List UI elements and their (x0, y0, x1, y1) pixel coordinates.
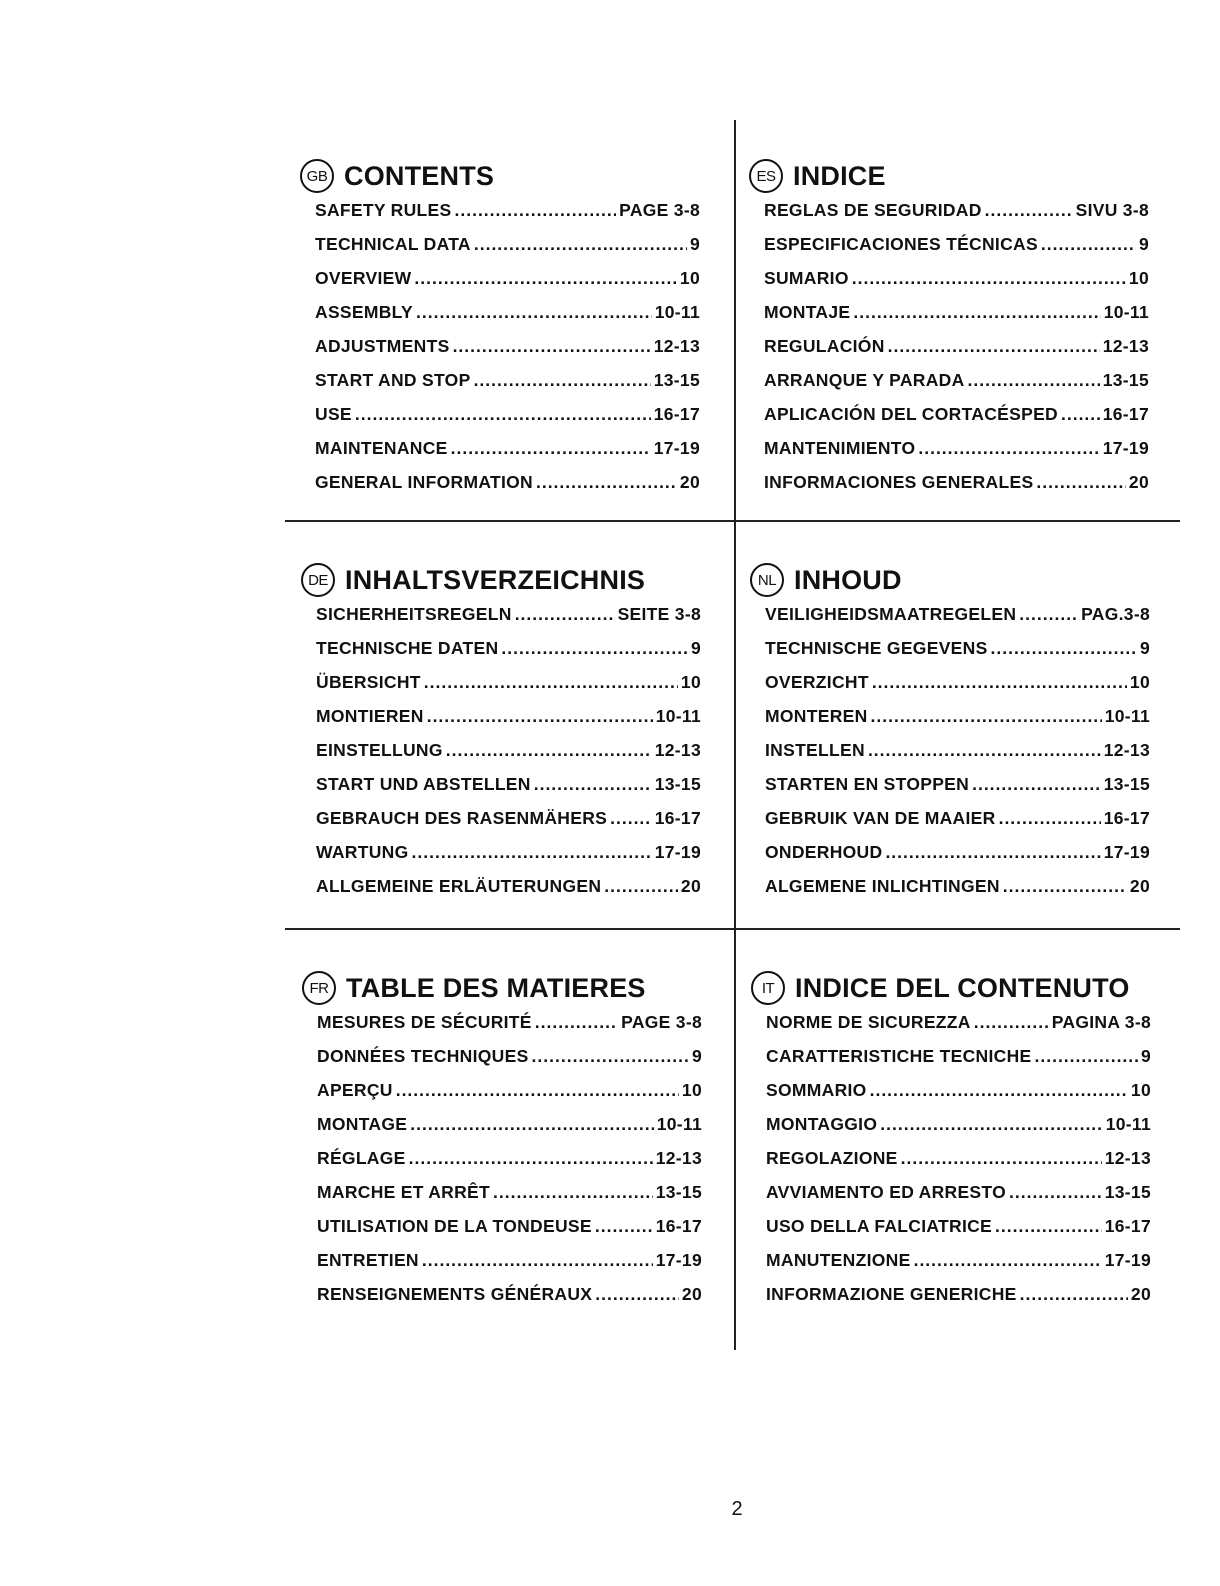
dot-leader (595, 1284, 679, 1305)
dot-leader (901, 1148, 1102, 1169)
toc-entry-title: RENSEIGNEMENTS GÉNÉRAUX (317, 1284, 593, 1304)
toc-entry-page: 17-19 (653, 438, 700, 458)
toc-entry (749, 336, 1149, 370)
dot-leader (972, 774, 1101, 795)
language-badge-fr: FR (302, 971, 336, 1005)
dot-leader (501, 638, 688, 659)
toc-entry-title: GEBRAUCH DES RASENMÄHERS (316, 808, 608, 828)
toc-entry-page: 17-19 (654, 842, 701, 862)
dot-leader (991, 638, 1137, 659)
toc-entry-title: INSTELLEN (765, 740, 865, 760)
toc-entry-title: START AND STOP (315, 370, 471, 390)
dot-leader (880, 1114, 1102, 1135)
dot-leader (410, 1114, 653, 1135)
toc-entry-list (302, 1012, 702, 1318)
toc-entry-title: MONTAGGIO (766, 1114, 878, 1134)
dot-leader (493, 1182, 653, 1203)
language-badge-es: ES (749, 159, 783, 193)
toc-entry (750, 876, 1150, 910)
toc-entry-title: CARATTERISTICHE TECNICHE (766, 1046, 1032, 1066)
toc-entry-page: 10-11 (655, 706, 701, 726)
toc-entry-list (750, 604, 1150, 910)
toc-entry-title: DONNÉES TECHNIQUES (317, 1046, 529, 1066)
toc-entry (749, 370, 1149, 404)
dot-leader (974, 1012, 1049, 1033)
toc-entry-title: MANTENIMIENTO (764, 438, 916, 458)
toc-entry (300, 336, 700, 370)
toc-entry-page: 10 (679, 268, 700, 288)
section-heading (301, 560, 701, 600)
toc-entry-page: 10 (681, 1080, 702, 1100)
toc-entry-page: 16-17 (1102, 404, 1149, 424)
toc-entry-page: 12-13 (1102, 336, 1149, 356)
toc-entry (301, 706, 701, 740)
dot-leader (446, 740, 652, 761)
toc-entry-page: 20 (680, 876, 701, 896)
toc-entry (302, 1148, 702, 1182)
dot-leader (412, 842, 652, 863)
toc-entry (750, 638, 1150, 672)
toc-entry-title: APLICACIÓN DEL CORTACÉSPED (764, 404, 1058, 424)
toc-entry-title: TECHNISCHE DATEN (316, 638, 499, 658)
dot-leader (424, 672, 678, 693)
toc-entry (751, 1216, 1151, 1250)
toc-entry-page: 10-11 (1104, 706, 1150, 726)
toc-entry-title: WARTUNG (316, 842, 409, 862)
dot-leader (414, 268, 677, 289)
toc-entry-title: OVERVIEW (315, 268, 412, 288)
dot-leader (1035, 1046, 1138, 1067)
dot-leader (427, 706, 653, 727)
toc-entry-page: 16-17 (654, 808, 701, 828)
dot-leader (451, 438, 651, 459)
toc-entry-title: MONTAJE (764, 302, 851, 322)
dot-leader (1020, 1284, 1128, 1305)
toc-entry (300, 438, 700, 472)
toc-entry-title: STARTEN EN STOPPEN (765, 774, 970, 794)
toc-entry-title: OVERZICHT (765, 672, 869, 692)
dot-leader (474, 234, 687, 255)
toc-entry-title: RÉGLAGE (317, 1148, 406, 1168)
toc-entry-title: SICHERHEITSREGELN (316, 604, 512, 624)
toc-entry-page: 12-13 (653, 336, 700, 356)
toc-entry-title: REGLAS DE SEGURIDAD (764, 200, 982, 220)
section-title: INDICE (793, 160, 886, 191)
toc-entry (749, 268, 1149, 302)
toc-entry (301, 842, 701, 876)
toc-entry (302, 1080, 702, 1114)
toc-entry-page: 9 (690, 638, 701, 658)
toc-entry-title: MANUTENZIONE (766, 1250, 911, 1270)
dot-leader (536, 472, 677, 493)
toc-entry-page: PAGINA 3-8 (1051, 1012, 1151, 1032)
dot-leader (995, 1216, 1102, 1237)
toc-entry-page: 9 (1138, 234, 1149, 254)
toc-entry-page: 13-15 (1104, 1182, 1151, 1202)
toc-entry-title: START UND ABSTELLEN (316, 774, 531, 794)
toc-entry (301, 808, 701, 842)
page-number: 2 (731, 1498, 743, 1520)
dot-leader (1036, 472, 1126, 493)
section-heading (751, 968, 1151, 1008)
toc-entry (751, 1148, 1151, 1182)
toc-entry-page: 17-19 (1104, 1250, 1151, 1270)
toc-entry-list (749, 200, 1149, 506)
dot-leader (868, 740, 1101, 761)
toc-section-nl (750, 560, 1150, 910)
dot-leader (1009, 1182, 1102, 1203)
dot-leader (999, 808, 1101, 829)
dot-leader (474, 370, 651, 391)
dot-leader (872, 672, 1127, 693)
toc-entry-page: PAGE 3-8 (621, 1012, 702, 1032)
toc-entry-page: 13-15 (654, 774, 701, 794)
vertical-divider (734, 120, 736, 1350)
dot-leader (453, 336, 651, 357)
dot-leader (871, 706, 1102, 727)
toc-entry-page: 12-13 (1103, 740, 1150, 760)
toc-entry (750, 808, 1150, 842)
dot-leader (595, 1216, 653, 1237)
dot-leader (870, 1080, 1128, 1101)
toc-entry-page: 9 (1139, 638, 1150, 658)
toc-entry (750, 672, 1150, 706)
toc-entry-title: ALLGEMEINE ERLÄUTERUNGEN (316, 876, 602, 896)
dot-leader (1041, 234, 1136, 255)
dot-leader (888, 336, 1100, 357)
toc-section-it (751, 968, 1151, 1318)
toc-entry-page: 9 (689, 234, 700, 254)
language-badge-it: IT (751, 971, 785, 1005)
toc-entry (300, 370, 700, 404)
toc-entry (749, 200, 1149, 234)
toc-entry-title: TECHNISCHE GEGEVENS (765, 638, 988, 658)
toc-entry (751, 1250, 1151, 1284)
toc-entry-title: AVVIAMENTO ED ARRESTO (766, 1182, 1006, 1202)
toc-entry (301, 672, 701, 706)
section-heading (300, 156, 700, 196)
toc-entry-page: SEITE 3-8 (617, 604, 701, 624)
dot-leader (396, 1080, 679, 1101)
toc-entry-title: INFORMAZIONE GENERICHE (766, 1284, 1017, 1304)
dot-leader (532, 1046, 689, 1067)
toc-entry-page: SIVU 3-8 (1075, 200, 1149, 220)
toc-entry-page: 10 (1128, 268, 1149, 288)
toc-entry (750, 706, 1150, 740)
toc-entry-page: 20 (1130, 1284, 1151, 1304)
toc-entry-page: 10-11 (654, 302, 700, 322)
dot-leader (422, 1250, 653, 1271)
toc-entry (302, 1216, 702, 1250)
toc-entry-page: 13-15 (653, 370, 700, 390)
toc-entry-title: EINSTELLUNG (316, 740, 443, 760)
toc-entry (302, 1182, 702, 1216)
toc-entry-page: 13-15 (1102, 370, 1149, 390)
section-title: CONTENTS (344, 160, 495, 191)
section-title: TABLE DES MATIERES (346, 972, 646, 1003)
toc-entry-title: MONTAGE (317, 1114, 408, 1134)
dot-leader (409, 1148, 653, 1169)
language-badge-de: DE (301, 563, 335, 597)
toc-entry-page: PAG.3-8 (1081, 604, 1150, 624)
toc-entry (300, 472, 700, 506)
dot-leader (885, 842, 1100, 863)
toc-entry-title: REGOLAZIONE (766, 1148, 898, 1168)
toc-entry-page: 9 (1140, 1046, 1151, 1066)
toc-entry (302, 1046, 702, 1080)
toc-entry-page: 10 (1129, 672, 1150, 692)
toc-entry-title: ENTRETIEN (317, 1250, 419, 1270)
toc-entry-page: 10-11 (1105, 1114, 1151, 1134)
toc-entry (302, 1012, 702, 1046)
toc-entry (749, 234, 1149, 268)
toc-entry (301, 740, 701, 774)
dot-leader (455, 200, 617, 221)
toc-entry (751, 1182, 1151, 1216)
toc-entry (302, 1114, 702, 1148)
language-badge-gb: GB (300, 159, 334, 193)
toc-entry (750, 740, 1150, 774)
toc-entry-page: 16-17 (1104, 1216, 1151, 1236)
toc-entry-title: ARRANQUE Y PARADA (764, 370, 965, 390)
toc-entry (751, 1080, 1151, 1114)
toc-entry-list (300, 200, 700, 506)
toc-entry (302, 1250, 702, 1284)
toc-entry-page: 20 (1128, 472, 1149, 492)
toc-entry-title: UTILISATION DE LA TONDEUSE (317, 1216, 592, 1236)
toc-entry-page: 17-19 (1103, 842, 1150, 862)
dot-leader (853, 302, 1100, 323)
toc-entry (300, 302, 700, 336)
dot-leader (535, 1012, 618, 1033)
toc-entry (300, 200, 700, 234)
toc-entry (750, 774, 1150, 808)
toc-entry-list (301, 604, 701, 910)
toc-entry (301, 604, 701, 638)
toc-entry-title: GENERAL INFORMATION (315, 472, 533, 492)
toc-entry-page: 13-15 (655, 1182, 702, 1202)
toc-entry-page: 20 (1129, 876, 1150, 896)
toc-entry (751, 1012, 1151, 1046)
toc-entry (751, 1114, 1151, 1148)
toc-entry-page: 10 (680, 672, 701, 692)
dot-leader (355, 404, 651, 425)
section-title: INHOUD (794, 564, 902, 595)
section-heading (749, 156, 1149, 196)
toc-entry-title: MONTEREN (765, 706, 868, 726)
dot-leader (515, 604, 615, 625)
dot-leader (918, 438, 1099, 459)
dot-leader (534, 774, 652, 795)
dot-leader (604, 876, 678, 897)
toc-entry-title: NORME DE SICUREZZA (766, 1012, 971, 1032)
toc-entry-page: 10-11 (656, 1114, 702, 1134)
dot-leader (968, 370, 1100, 391)
dot-leader (985, 200, 1073, 221)
horizontal-divider-bottom (285, 928, 1180, 930)
toc-entry-page: 12-13 (655, 1148, 702, 1168)
toc-entry (749, 302, 1149, 336)
toc-entry (300, 268, 700, 302)
toc-entry-title: ÜBERSICHT (316, 672, 421, 692)
toc-entry-page: 12-13 (1104, 1148, 1151, 1168)
toc-entry (749, 472, 1149, 506)
toc-entry (749, 438, 1149, 472)
toc-entry-page: PAGE 3-8 (619, 200, 700, 220)
dot-leader (1003, 876, 1127, 897)
toc-entry (300, 234, 700, 268)
toc-entry-title: MESURES DE SÉCURITÉ (317, 1012, 532, 1032)
toc-entry-title: INFORMACIONES GENERALES (764, 472, 1034, 492)
toc-entry-page: 20 (681, 1284, 702, 1304)
toc-entry-page: 9 (691, 1046, 702, 1066)
horizontal-divider-top (285, 520, 1180, 522)
language-badge-nl: NL (750, 563, 784, 597)
toc-entry-page: 13-15 (1103, 774, 1150, 794)
toc-entry (751, 1046, 1151, 1080)
toc-entry-title: SAFETY RULES (315, 200, 452, 220)
toc-entry-title: SOMMARIO (766, 1080, 867, 1100)
toc-section-de (301, 560, 701, 910)
toc-entry-title: ESPECIFICACIONES TÉCNICAS (764, 234, 1038, 254)
dot-leader (1019, 604, 1078, 625)
toc-entry-title: SUMARIO (764, 268, 849, 288)
toc-entry-title: ASSEMBLY (315, 302, 414, 322)
toc-entry-title: GEBRUIK VAN DE MAAIER (765, 808, 996, 828)
toc-entry (750, 604, 1150, 638)
toc-section-fr (302, 968, 702, 1318)
toc-entry-page: 16-17 (655, 1216, 702, 1236)
toc-entry-title: REGULACIÓN (764, 336, 885, 356)
toc-entry-page: 16-17 (1103, 808, 1150, 828)
toc-entry-title: VEILIGHEIDSMAATREGELEN (765, 604, 1017, 624)
toc-entry-page: 10 (1130, 1080, 1151, 1100)
dot-leader (416, 302, 652, 323)
toc-entry-title: TECHNICAL DATA (315, 234, 471, 254)
toc-entry (300, 404, 700, 438)
toc-entry-title: USE (315, 404, 352, 424)
dot-leader (914, 1250, 1102, 1271)
toc-entry (301, 638, 701, 672)
toc-entry-page: 10-11 (1103, 302, 1149, 322)
toc-entry (751, 1284, 1151, 1318)
toc-entry (301, 774, 701, 808)
section-title: INHALTSVERZEICHNIS (345, 564, 646, 595)
toc-entry-page: 16-17 (653, 404, 700, 424)
toc-entry (302, 1284, 702, 1318)
toc-section-gb (300, 156, 700, 506)
toc-entry-page: 17-19 (1102, 438, 1149, 458)
toc-entry-title: MAINTENANCE (315, 438, 448, 458)
toc-entry-page: 20 (679, 472, 700, 492)
toc-entry-title: MARCHE ET ARRÊT (317, 1182, 491, 1202)
toc-entry-title: APERÇU (317, 1080, 393, 1100)
dot-leader (1061, 404, 1100, 425)
section-heading (750, 560, 1150, 600)
toc-entry-page: 17-19 (655, 1250, 702, 1270)
toc-entry (750, 842, 1150, 876)
toc-entry-list (751, 1012, 1151, 1318)
section-title: INDICE DEL CONTENUTO (795, 972, 1130, 1003)
section-heading (302, 968, 702, 1008)
toc-entry-title: ALGEMENE INLICHTINGEN (765, 876, 1000, 896)
toc-entry (749, 404, 1149, 438)
toc-entry-title: USO DELLA FALCIATRICE (766, 1216, 993, 1236)
dot-leader (852, 268, 1126, 289)
toc-entry-page: 12-13 (654, 740, 701, 760)
toc-section-es (749, 156, 1149, 506)
dot-leader (610, 808, 652, 829)
toc-entry (301, 876, 701, 910)
toc-entry-title: ADJUSTMENTS (315, 336, 450, 356)
toc-entry-title: ONDERHOUD (765, 842, 883, 862)
toc-entry-title: MONTIEREN (316, 706, 424, 726)
